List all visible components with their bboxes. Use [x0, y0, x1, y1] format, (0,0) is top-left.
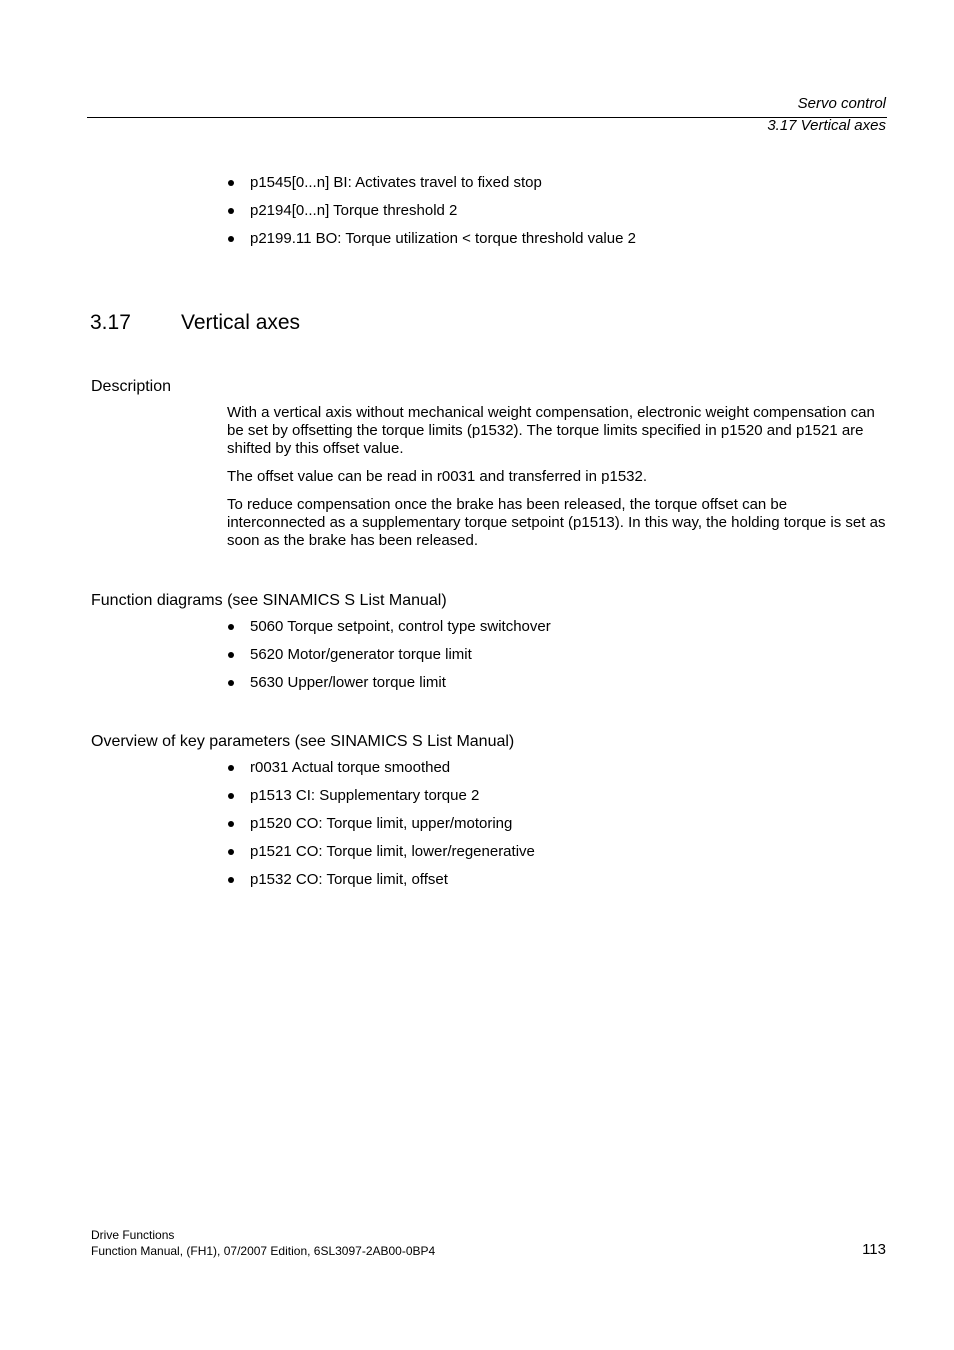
top-parameter-list: [227, 174, 636, 258]
function-diagrams-heading: Function diagrams (see SINAMICS S List Manual): [91, 592, 447, 609]
bullet-icon: [228, 236, 234, 242]
description-paragraph: The offset value can be read in r0031 and transferred in p1532.: [227, 468, 648, 485]
footer-document-info: [91, 1227, 435, 1259]
footer-line-2: Function Manual, (FH1), 07/2007 Edition, 6SL3097-2AB00-0BP4: [91, 1244, 436, 1258]
list-item: 5630 Upper/lower torque limit: [227, 674, 551, 692]
description-paragraph: To reduce compensation once the brake has been released, the torque offset can be interconnected as a supplementary torque setpoint (p1513). In this way, the holding torque is set as soon as the brake has been released.: [227, 496, 886, 549]
bullet-icon: [228, 180, 234, 186]
description-body: [227, 404, 889, 560]
bullet-icon: [228, 821, 234, 827]
list-item: 5620 Motor/generator torque limit: [227, 646, 551, 664]
list-item: p2199.11 BO: Torque utilization < torque threshold value 2: [227, 230, 636, 248]
header-chapter-title: Servo control: [797, 95, 886, 112]
list-item: p1545[0...n] BI: Activates travel to fixed stop: [227, 174, 636, 192]
list-item: p1520 CO: Torque limit, upper/motoring: [227, 815, 535, 833]
key-parameters-heading: Overview of key parameters (see SINAMICS S List Manual): [91, 733, 515, 750]
bullet-icon: [228, 208, 234, 214]
key-parameters-list: [227, 759, 535, 899]
list-item: p2194[0...n] Torque threshold 2: [227, 202, 636, 220]
bullet-icon: [228, 765, 234, 771]
list-item: p1521 CO: Torque limit, lower/regenerative: [227, 843, 535, 861]
list-item: 5060 Torque setpoint, control type switchover: [227, 618, 551, 636]
bullet-icon: [228, 680, 234, 686]
list-item: p1513 CI: Supplementary torque 2: [227, 787, 535, 805]
bullet-icon: [228, 793, 234, 799]
function-diagrams-list: [227, 618, 551, 702]
description-paragraph: With a vertical axis without mechanical weight compensation, electronic weight compensation can be set by offsetting the torque limits (p1532). The torque limits specified in p1520 and p1521 are shifted by this offset value.: [227, 404, 875, 457]
header-section-title: 3.17 Vertical axes: [767, 117, 886, 134]
list-item: r0031 Actual torque smoothed: [227, 759, 535, 777]
section-title: Vertical axes: [181, 311, 301, 334]
bullet-icon: [228, 624, 234, 630]
bullet-icon: [228, 877, 234, 883]
section-heading: [90, 310, 300, 336]
bullet-icon: [228, 849, 234, 855]
section-number: 3.17: [90, 311, 131, 334]
page-number: 113: [862, 1241, 886, 1258]
footer-line-1: Drive Functions: [91, 1228, 175, 1242]
list-item: p1532 CO: Torque limit, offset: [227, 871, 535, 889]
description-heading: Description: [91, 378, 172, 395]
bullet-icon: [228, 652, 234, 658]
